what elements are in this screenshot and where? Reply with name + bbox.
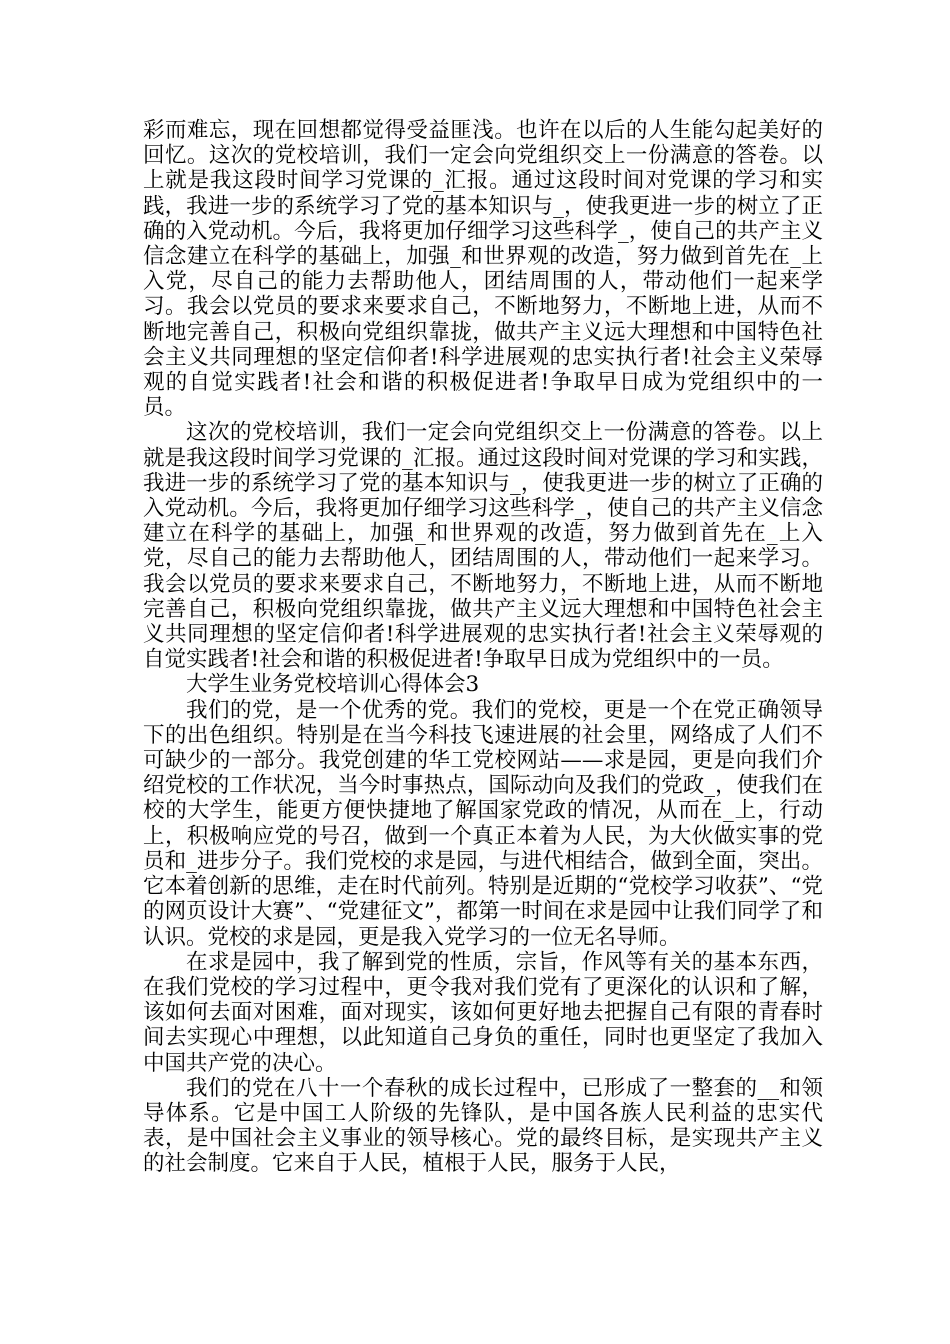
paragraph-1: 彩而难忘，现在回想都觉得受益匪浅。也许在以后的人生能勾起美好的回忆。这次的党校培训，我们一定会向党组织交上一份满意的答卷。以上就是我这段时间学习党课的_汇报。通过这段时间对党课的学习和实践，我进一步的系统学习了党的基本知识与_，使我更进一步的树立了正确的入党动机。今后，我将更加仔细学习这些科学_，使自己的共产主义信念建立在科学的基础上，加强_和世界观的改造，努力做到首先在_上入党，尽自己的能力去帮助他人，团结周围的人，带动他们一起来学习。我会以党员的要求来要求自己，不断地努力，不断地上进，从而不断地完善自己，积极向党组织靠拢，做共产主义远大理想和中国特色社会主义共同理想的坚定信仰者!科学进展观的忠实执行者!社会主义荣辱观的自觉实践者!社会和谐的积极促进者!争取早日成为党组织中的一员。 [143,118,823,421]
paragraph-3: 我们的党，是一个优秀的党。我们的党校，更是一个在党正确领导下的出色组织。特别是在当今科技飞速进展的社会里，网络成了人们不可缺少的一部分。我党创建的华工党校网站——求是园，更是向我们介绍党校的工作状况，当今时事热点，国际动向及我们的党政_，使我们在校的大学生，能更方便快捷地了解国家党政的情况，从而在_上，行动上，积极响应党的号召，做到一个真正本着为人民，为大伙做实事的党员和_进步分子。我们党校的求是园，与进代相结合，做到全面，突出。它本着创新的思维，走在时代前列。特别是近期的“党校学习收获”、“党的网页设计大赛”、“党建征文”，都第一时间在求是园中让我们同学了和认识。党校的求是园，更是我入党学习的一位无名导师。 [143,697,823,950]
paragraph-5: 我们的党在八十一个春秋的成长过程中，已形成了一整套的__和领导体系。它是中国工人阶级的先锋队，是中国各族人民利益的忠实代表，是中国社会主义事业的领导核心。党的最终目标，是实现共产主义的社会制度。它来自于人民，植根于人民，服务于人民， [143,1075,823,1177]
section-heading: 大学生业务党校培训心得体会3 [186,672,480,698]
paragraph-4: 在求是园中，我了解到党的性质，宗旨，作风等有关的基本东西，在我们党校的学习过程中，更令我对我们党有了更深化的认识和了解，该如何去面对困难，面对现实，该如何更好地去把握自己有限的青春时间去实现心中理想，以此知道自己身负的重任，同时也更坚定了我加入中国共产党的决心。 [143,949,823,1076]
document-body [143,118,823,1177]
paragraph-2: 这次的党校培训，我们一定会向党组织交上一份满意的答卷。以上就是我这段时间学习党课的_汇报。通过这段时间对党课的学习和实践，我进一步的系统学习了党的基本知识与_，使我更进一步的树立了正确的入党动机。今后，我将更加仔细学习这些科学_，使自己的共产主义信念建立在科学的基础上，加强_和世界观的改造，努力做到首先在_上入党，尽自己的能力去帮助他人，团结周围的人，带动他们一起来学习。我会以党员的要求来要求自己，不断地努力，不断地上进，从而不断地完善自己，积极向党组织靠拢，做共产主义远大理想和中国特色社会主义共同理想的坚定信仰者!科学进展观的忠实执行者!社会主义荣辱观的自觉实践者!社会和谐的积极促进者!争取早日成为党组织中的一员。 [143,420,823,673]
